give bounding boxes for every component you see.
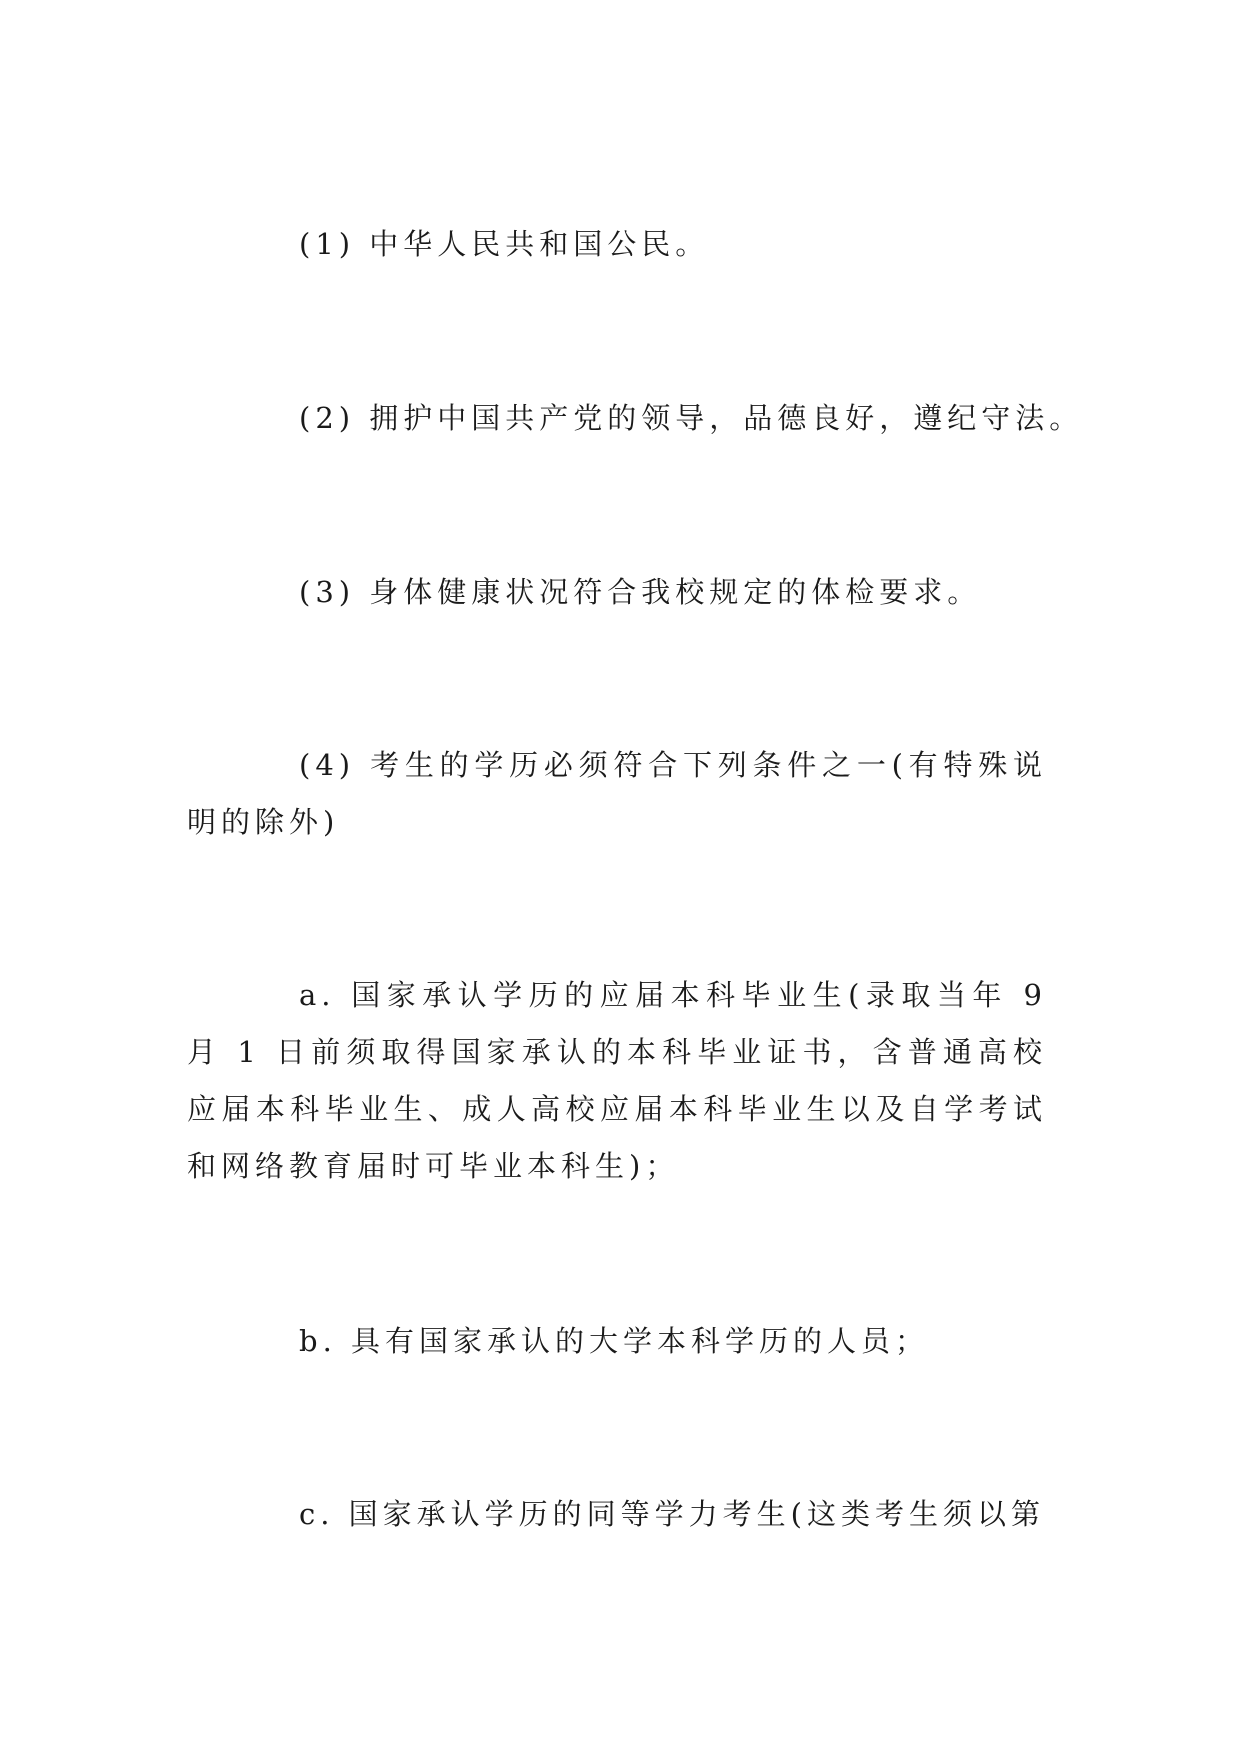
paragraph-condition-3: (3) 身体健康状况符合我校规定的体检要求。: [299, 575, 982, 609]
paragraph-item-c: c. 国家承认学历的同等学力考生(这类考生须以第: [299, 1497, 1045, 1531]
paragraph-item-b: b. 具有国家承认的大学本科学历的人员；: [299, 1324, 930, 1358]
paragraph-condition-1: (1) 中华人民共和国公民。: [299, 227, 710, 261]
paragraph-condition-2: (2) 拥护中国共产党的领导，品德良好，遵纪守法。: [299, 401, 1084, 435]
paragraph-item-a: a. 国家承认学历的应届本科毕业生(录取当年 9 月 1 日前须取得国家承认的本科毕业证书，含普通高校应届本科毕业生、成人高校应届本科毕业生以及自学考试和网络教育届时可毕业本科生)；: [187, 978, 1047, 1183]
paragraph-condition-4: (4) 考生的学历必须符合下列条件之一(有特殊说明的除外): [187, 748, 1047, 839]
